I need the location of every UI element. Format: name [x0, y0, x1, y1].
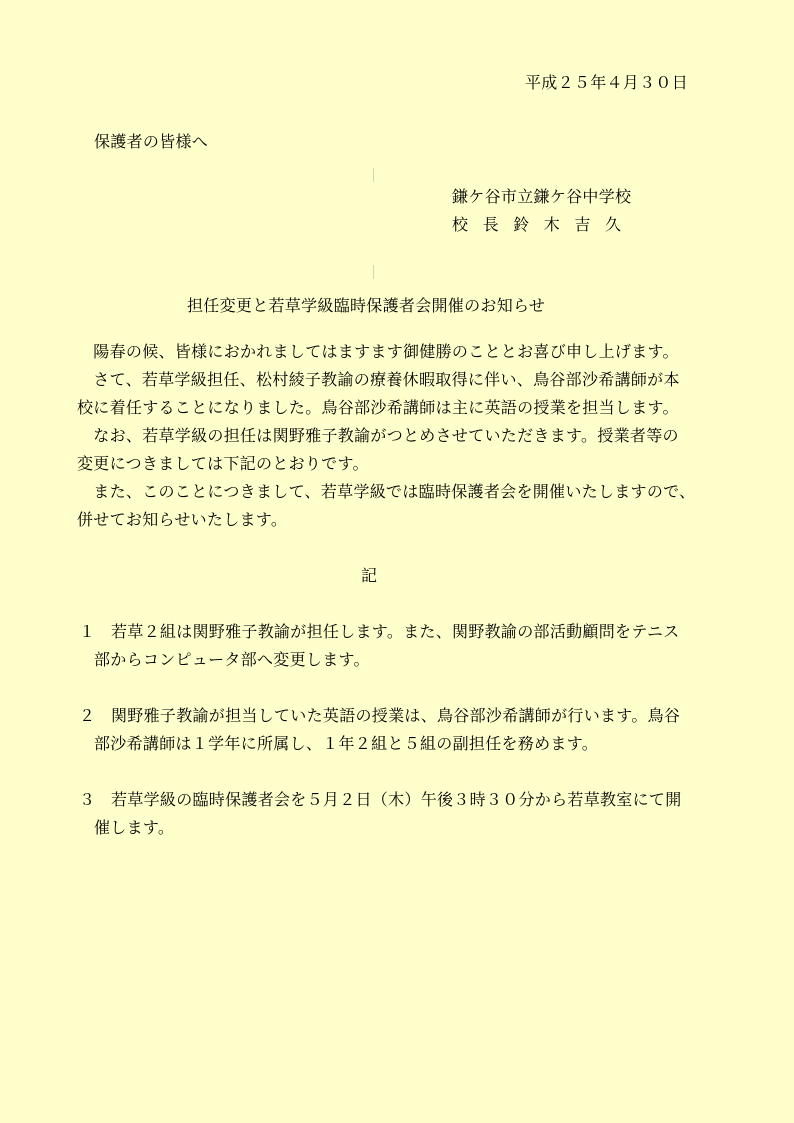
- ki-heading: 記: [361, 566, 378, 585]
- body-line: なお、若草学級の担任は関野雅子教諭がつとめさせていただきます。授業者等の: [77, 426, 679, 445]
- item-line: 部からコンピュータ部へ変更します。: [94, 650, 370, 669]
- addressee: 保護者の皆様へ: [94, 132, 209, 151]
- item-line: 若草学級の臨時保護者会を５月２日（木）午後３時３０分から若草教室にて開: [111, 790, 682, 809]
- body-line: 陽春の候、皆様におかれましてはますます御健勝のこととお喜び申し上げます。: [77, 342, 679, 361]
- document-title: 担任変更と若草学級臨時保護者会開催のお知らせ: [187, 296, 546, 315]
- text-cursor-marker: [373, 168, 374, 182]
- item-number: ３: [79, 790, 96, 809]
- body-line: また、このことにつきまして、若草学級では臨時保護者会を開催いたしますので、: [77, 482, 696, 501]
- sender-school: 鎌ケ谷市立鎌ケ谷中学校: [452, 187, 632, 206]
- sender-principal: 校長鈴木吉久: [452, 215, 636, 234]
- item-line: 部沙希講師は１学年に所属し、１年２組と５組の副担任を務めます。: [94, 734, 599, 753]
- item-line: 催します。: [94, 818, 175, 837]
- item-line: 若草２組は関野雅子教諭が担任します。また、関野教諭の部活動顧問をテニス: [111, 622, 680, 641]
- text-cursor-marker: [373, 265, 374, 279]
- item-number: １: [79, 622, 96, 641]
- item-number: ２: [79, 706, 96, 725]
- body-line: 併せてお知らせいたします。: [77, 510, 288, 529]
- issue-date: 平成２５年４月３０日: [525, 73, 689, 92]
- body-line: 変更につきましては下記のとおりです。: [77, 454, 369, 473]
- body-line: さて、若草学級担任、松村綾子教諭の療養休暇取得に伴い、鳥谷部沙希講師が本: [77, 370, 680, 389]
- item-line: 関野雅子教諭が担当していた英語の授業は、鳥谷部沙希講師が行います。鳥谷: [111, 706, 681, 725]
- body-line: 校に着任することになりました。鳥谷部沙希講師は主に英語の授業を担当します。: [77, 398, 679, 417]
